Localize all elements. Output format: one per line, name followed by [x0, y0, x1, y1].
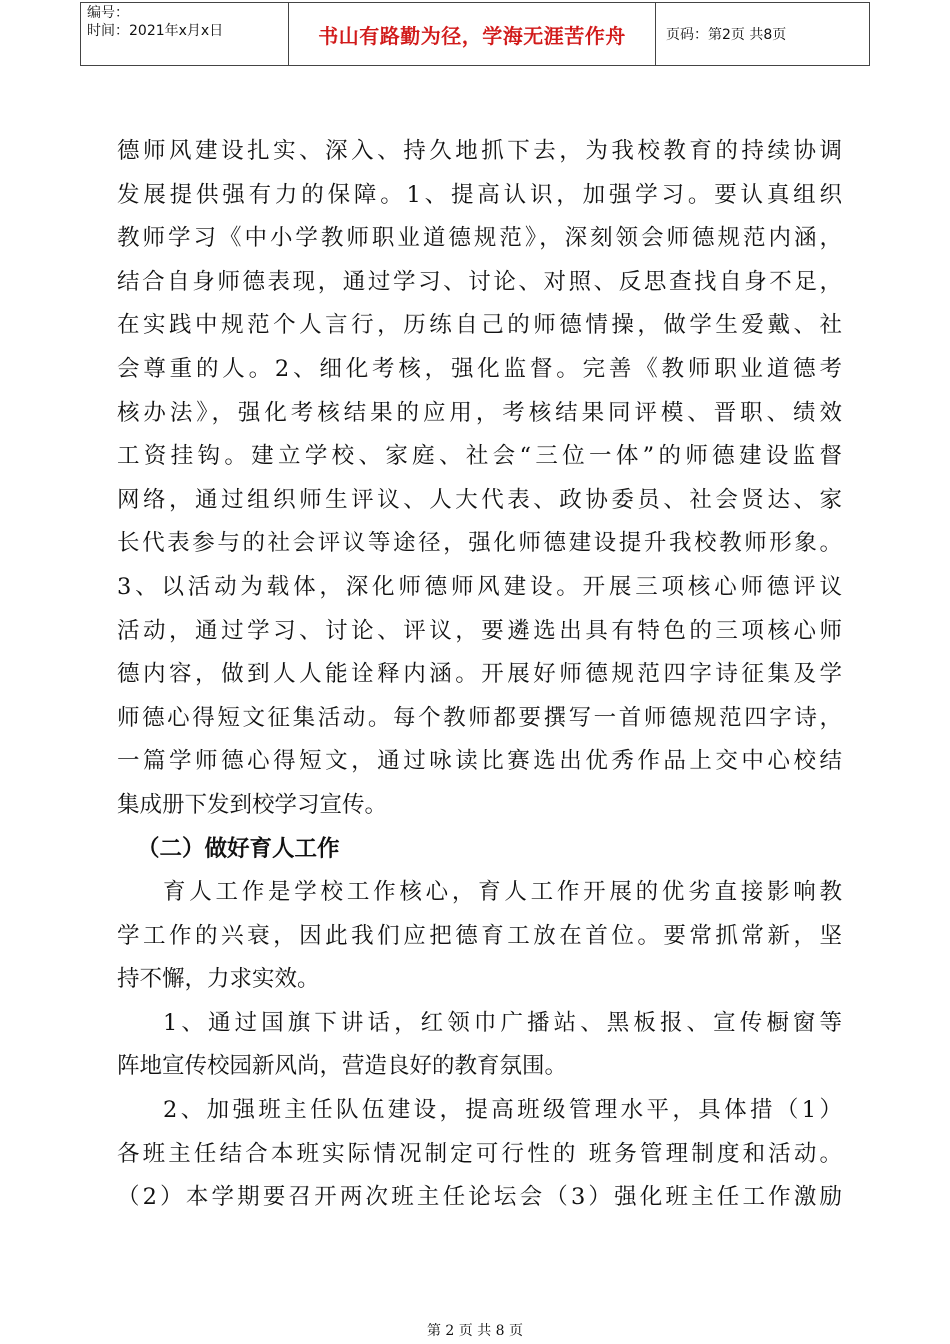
section-line: 1、通过国旗下讲话，红领巾广播站、黑板报、宣传橱窗等 — [163, 1009, 842, 1036]
body-line: 集成册下发到校学习宣传。 — [117, 791, 388, 818]
body-line: 结合自身师德表现，通过学习、讨论、对照、反思查找自身不足， — [117, 268, 842, 295]
body-line: 会尊重的人。2、细化考核，强化监督。完善《教师职业道德考 — [117, 355, 842, 382]
body-line: 工资挂钩。建立学校、家庭、社会“三位一体”的师德建设监督 — [117, 443, 842, 470]
body-line: 师德心得短文征集活动。每个教师都要撰写一首师德规范四字诗， — [117, 704, 842, 731]
body-line: 教师学习《中小学教师职业道德规范》，深刻领会师德规范内涵， — [117, 225, 842, 252]
body-line: 网络，通过组织师生评议、人大代表、政协委员、社会贤达、家 — [117, 486, 842, 513]
header-page-info: 页码：第2页 共8页 — [656, 3, 870, 66]
document-number-label: 编号： — [87, 5, 129, 21]
body-line: 在实践中规范个人言行，历练自己的师德情操，做学生爱戴、社 — [117, 312, 842, 339]
body-line: 发展提供强有力的保障。1、提高认识，加强学习。要认真组织 — [117, 181, 842, 208]
section-line: 学工作的兴衰，因此我们应把德育工放在首位。要常抓常新，坚 — [117, 922, 842, 949]
body-line: 长代表参与的社会评议等途径，强化师德建设提升我校教师形象。 — [117, 530, 842, 557]
page-footer: 第 2 页 共 8 页 — [426, 1323, 524, 1339]
section-line: 各班主任结合本班实际情况制定可行性的 班务管理制度和活动。 — [117, 1140, 842, 1167]
body-line: 一篇学师德心得短文，通过咏读比赛选出优秀作品上交中心校结 — [117, 748, 842, 775]
section-heading: （二）做好育人工作 — [137, 835, 340, 862]
document-header — [80, 2, 870, 66]
section-line: （2）本学期要召开两次班主任论坛会（3）强化班主任工作激励 — [117, 1184, 842, 1211]
section-line: 2、加强班主任队伍建设，提高班级管理水平，具体措（1） — [163, 1097, 842, 1124]
body-line: 活动，通过学习、讨论、评议，要遴选出具有特色的三项核心师 — [117, 617, 842, 644]
body-line: 3、以活动为载体，深化师德师风建设。开展三项核心师德评议 — [117, 573, 842, 600]
section-line: 持不懈，力求实效。 — [117, 966, 320, 993]
section-line: 阵地宣传校园新风尚，营造良好的教育氛围。 — [117, 1053, 568, 1080]
header-motto: 书山有路勤为径，学海无涯苦作舟 — [289, 3, 656, 66]
body-line: 德师风建设扎实、深入、持久地抓下去，为我校教育的持续协调 — [117, 138, 842, 164]
document-body — [117, 130, 842, 1220]
section-line: 育人工作是学校工作核心，育人工作开展的优劣直接影响教 — [163, 879, 842, 906]
body-line: 核办法》，强化考核结果的应用，考核结果同评模、晋职、绩效 — [117, 399, 842, 426]
header-meta-cell — [81, 3, 289, 66]
document-date-label: 时间：2021年x月x日 — [87, 23, 224, 39]
body-line: 德内容，做到人人能诠释内涵。开展好师德规范四字诗征集及学 — [117, 661, 842, 688]
